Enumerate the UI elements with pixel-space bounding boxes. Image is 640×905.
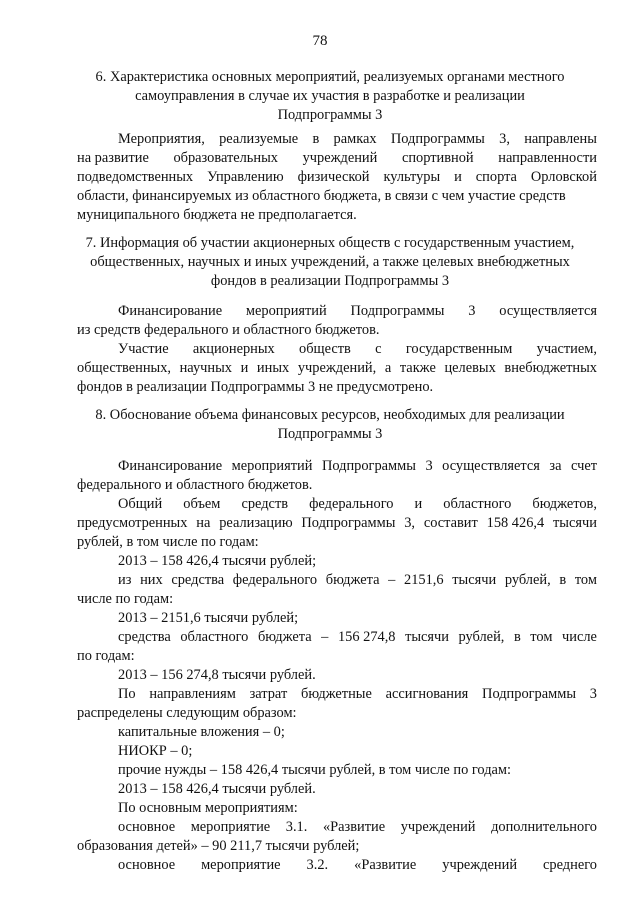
section-6-heading-line-2: самоуправления в случае их участия в разработке и реализации <box>135 88 525 104</box>
section-8-heading-line-2: Подпрограммы 3 <box>277 426 383 442</box>
word: 156 274,8 <box>337 629 396 645</box>
section-6-text-line-1 <box>118 130 597 149</box>
section-8-line-21: образования детей» – 90 211,7 тысячи рублей; <box>77 838 360 854</box>
section-8-heading-line-1: 8. Обоснование объема финансовых ресурсов, необходимых для реализации <box>95 407 565 423</box>
section-8-line-18: 2013 – 158 426,4 тысячи рублей. <box>118 781 316 797</box>
word: Подпрограммы <box>321 458 416 474</box>
section-8-line-17: прочие нужды – 158 426,4 тысячи рублей, в том числе по годам: <box>118 762 512 778</box>
word: мероприятий <box>231 458 313 474</box>
word: рублей, <box>458 629 505 645</box>
section-8-line-7 <box>118 571 597 590</box>
word: бюджетов, <box>532 496 597 512</box>
word: направлениям <box>149 686 236 702</box>
word: Подпрограммы <box>390 131 485 147</box>
section-6-heading-line-3: Подпрограммы 3 <box>277 107 383 123</box>
word: рамках <box>333 131 377 147</box>
word: счет <box>570 458 597 474</box>
word: 3, <box>499 131 510 147</box>
word: средств <box>241 496 289 512</box>
word: том <box>530 629 553 645</box>
word: Мероприятия, <box>118 131 205 147</box>
section-8-line-11: по годам: <box>77 648 135 664</box>
word: средства <box>171 572 225 588</box>
word: 2151,6 <box>404 572 444 588</box>
word: 3.1. <box>285 819 308 835</box>
word: учреждений <box>302 150 378 166</box>
word: «Развитие <box>322 819 386 835</box>
section-8-line-10 <box>118 628 597 647</box>
word: мероприятий <box>245 303 327 319</box>
word: учреждений <box>442 857 518 873</box>
section-7-heading-line-3: фондов в реализации Подпрограммы 3 <box>210 273 450 289</box>
word: – <box>388 572 396 588</box>
word: 158 426,4 <box>486 515 545 531</box>
section-8-line-9: 2013 – 2151,6 тысячи рублей; <box>118 610 299 626</box>
word: мероприятие <box>201 857 281 873</box>
section-7-para-2-line-2 <box>77 359 597 378</box>
word: в <box>559 572 567 588</box>
word: осуществляется <box>499 303 597 319</box>
word: дополнительного <box>491 819 597 835</box>
word: на развитие <box>77 150 149 166</box>
section-7-para-1-line-1 <box>118 302 597 321</box>
word: учреждений <box>400 819 476 835</box>
word: областного <box>180 629 249 645</box>
section-7-para-2-line-1 <box>118 340 597 359</box>
word: Подпрограммы <box>350 303 445 319</box>
word: тысячи <box>553 515 597 531</box>
word: Управлению <box>207 169 284 185</box>
word: направлены <box>524 131 597 147</box>
word: Участие <box>118 341 169 357</box>
word: рублей, <box>504 572 551 588</box>
word: средства <box>118 629 171 645</box>
section-8-line-22 <box>118 856 597 875</box>
word: Орловской <box>530 169 597 185</box>
word: и <box>454 169 462 185</box>
word: в <box>312 131 320 147</box>
section-7-para-1-line-2: из средств федерального и областного бюджетов. <box>77 322 380 338</box>
section-8-line-3 <box>118 495 597 514</box>
word: государственным <box>405 341 513 357</box>
section-8-line-4 <box>77 514 597 533</box>
word: обществ <box>299 341 351 357</box>
word: с <box>375 341 382 357</box>
section-7-para-2-line-3: фондов в реализации Подпрограммы 3 не предусмотрено. <box>77 379 434 395</box>
word: из <box>118 572 132 588</box>
word: 3, <box>404 515 415 531</box>
word: за <box>549 458 562 474</box>
section-8-line-20 <box>118 818 597 837</box>
word: числе <box>562 629 597 645</box>
word: реализуемые <box>219 131 299 147</box>
word: среднего <box>543 857 597 873</box>
word: культуры <box>383 169 441 185</box>
word: тысячи <box>405 629 449 645</box>
word: бюджета <box>257 629 312 645</box>
word: них <box>140 572 163 588</box>
word: По <box>118 686 136 702</box>
page-number: 78 <box>312 33 328 49</box>
word: спортивной <box>401 150 474 166</box>
word: Подпрограммы <box>482 686 577 702</box>
word: составит <box>423 515 478 531</box>
word: Финансирование <box>118 458 223 474</box>
section-6-heading-line-1: 6. Характеристика основных мероприятий, реализуемых органами местного <box>95 69 565 85</box>
word: бюджета <box>325 572 380 588</box>
word: реализацию <box>219 515 293 531</box>
word: основное <box>118 819 176 835</box>
word: учреждений, <box>297 360 377 376</box>
word: также <box>399 360 436 376</box>
word: спорта <box>475 169 517 185</box>
word: Подпрограммы <box>301 515 396 531</box>
section-8-line-13 <box>118 685 597 704</box>
section-8-line-15: капитальные вложения – 0; <box>118 724 285 740</box>
section-8-line-2: федерального и областного бюджетов. <box>77 477 313 493</box>
word: в <box>513 629 521 645</box>
word: предусмотренных <box>77 515 188 531</box>
word: на <box>196 515 211 531</box>
word: – <box>321 629 329 645</box>
word: научных <box>179 360 232 376</box>
word: Финансирование <box>118 303 223 319</box>
section-6-text-line-2 <box>77 149 597 168</box>
section-7-heading-line-1: 7. Информация об участии акционерных обществ с государственным участием, <box>85 235 575 251</box>
word: 3 <box>468 303 476 319</box>
word: федерального <box>232 572 318 588</box>
word: мероприятие <box>190 819 271 835</box>
word: «Развитие <box>354 857 417 873</box>
word: бюджетные <box>301 686 372 702</box>
word: а <box>384 360 392 376</box>
section-8-line-6: 2013 – 158 426,4 тысячи рублей; <box>118 553 317 569</box>
word: областного <box>443 496 512 512</box>
section-8-line-8: числе по годам: <box>77 591 174 607</box>
word: федерального <box>309 496 394 512</box>
word: том <box>574 572 597 588</box>
word: направленности <box>498 150 597 166</box>
section-8-line-1 <box>118 457 597 476</box>
section-6-text-line-3 <box>77 168 597 187</box>
section-8-line-5: рублей, в том числе по годам: <box>77 534 259 550</box>
word: основное <box>118 857 176 873</box>
word: целевых <box>444 360 496 376</box>
word: 3 <box>425 458 433 474</box>
word: 3.2. <box>306 857 329 873</box>
section-8-line-16: НИОКР – 0; <box>118 743 193 759</box>
word: акционерных <box>192 341 275 357</box>
section-8-line-12: 2013 – 156 274,8 тысячи рублей. <box>118 667 316 683</box>
section-7-heading-line-2: общественных, научных и иных учреждений, а также целевых внебюджетных <box>90 254 570 270</box>
word: иных <box>256 360 290 376</box>
section-8-line-19: По основным мероприятиям: <box>118 800 298 816</box>
word: тысячи <box>452 572 497 588</box>
section-6-text-line-5: муниципального бюджета не предполагается. <box>77 207 357 223</box>
word: объем <box>183 496 221 512</box>
word: и <box>414 496 423 512</box>
word: ассигнования <box>385 686 469 702</box>
word: физической <box>297 169 370 185</box>
word: общественных, <box>77 360 171 376</box>
word: внебюджетных <box>504 360 597 376</box>
section-6-text-line-4: области, финансируемых из областного бюджета, в связи с чем участие средств <box>77 188 566 204</box>
section-8-line-14: распределены следующим образом: <box>77 705 297 721</box>
word: затрат <box>249 686 288 702</box>
word: Общий <box>118 496 163 512</box>
word: участием, <box>536 341 597 357</box>
word: подведомственных <box>77 169 194 185</box>
word: осуществляется <box>442 458 540 474</box>
word: образовательных <box>173 150 278 166</box>
word: 3 <box>589 686 597 702</box>
word: и <box>240 360 249 376</box>
